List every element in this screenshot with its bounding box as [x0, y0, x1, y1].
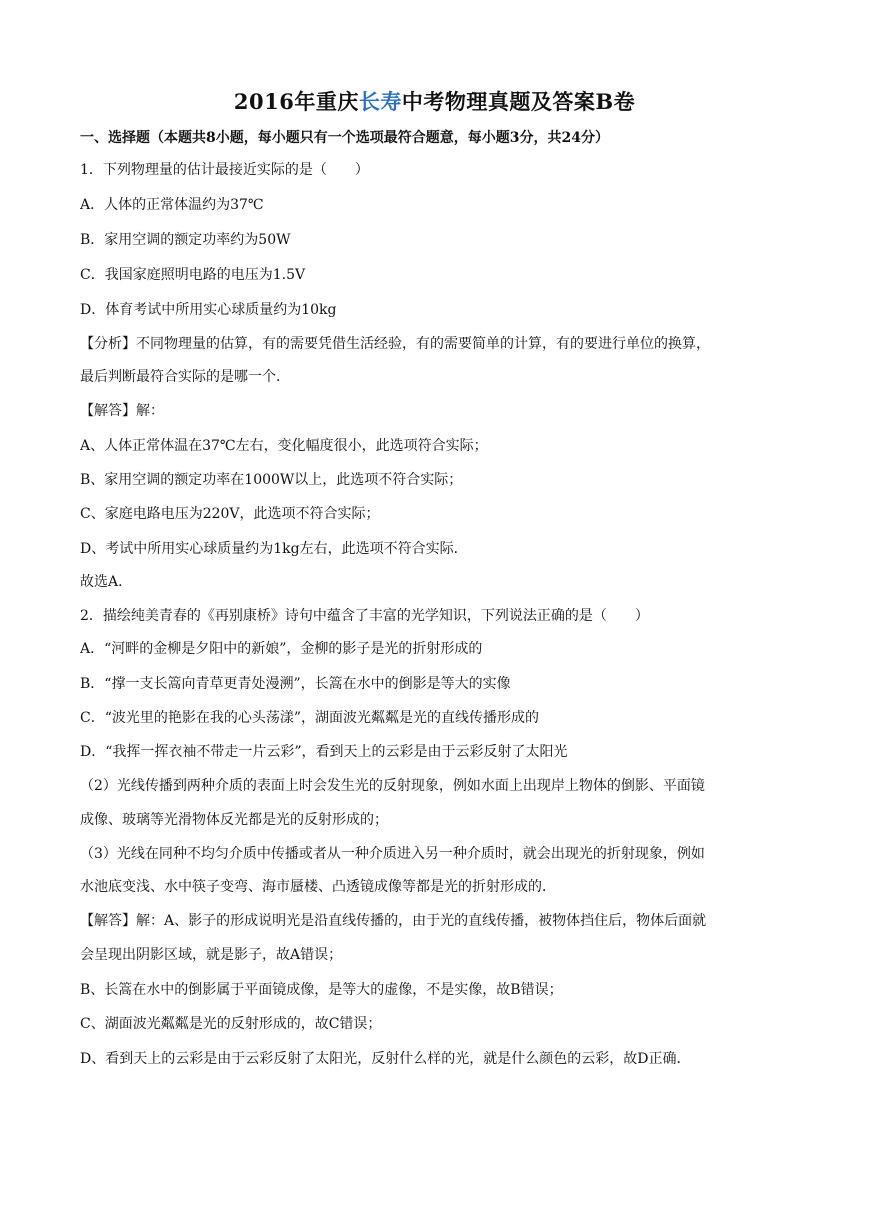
title-suffix: 中考物理真题及答案B卷	[401, 89, 636, 114]
analysis-line: （2）光线传播到两种介质的表面上时会发生光的反射现象，例如水面上出现岸上物体的倒影、平面镜	[80, 778, 705, 794]
question-2-option-b: B．“撑一支长篙向青草更青处漫溯”，长篙在水中的倒影是等大的实像	[80, 676, 511, 692]
question-2-option-d: D．“我挥一挥衣袖不带走一片云彩”，看到天上的云彩是由于云彩反射了太阳光	[80, 744, 568, 760]
section-heading: 一、选择题（本题共8小题，每小题只有一个选项最符合题意，每小题3分，共24分）	[80, 130, 609, 146]
question-2-option-a: A．“河畔的金柳是夕阳中的新娘”，金柳的影子是光的折射形成的	[80, 641, 483, 657]
question-2-stem: 2．描绘纯美青春的《再别康桥》诗句中蕴含了丰富的光学知识，下列说法正确的是（ ）	[80, 608, 649, 624]
analysis-line: 【分析】不同物理量的估算，有的需要凭借生活经验，有的需要简单的计算，有的要进行单位的换算，	[80, 336, 710, 352]
question-1-option-a: A．人体的正常体温约为37℃	[80, 197, 264, 213]
answer-line: 【解答】解：A、影子的形成说明光是沿直线传播的，由于光的直线传播，被物体挡住后，物体后面就	[80, 913, 707, 929]
analysis-line: 成像、玻璃等光滑物体反光都是光的反射形成的；	[80, 812, 388, 828]
answer-heading: 【解答】解：	[80, 403, 164, 419]
answer-line: C、湖面波光粼粼是光的反射形成的，故C错误；	[80, 1016, 382, 1032]
title-prefix: 2016年重庆	[233, 89, 359, 114]
answer-line: B、长篙在水中的倒影属于平面镜成像，是等大的虚像，不是实像，故B错误；	[80, 982, 563, 998]
answer-line: 会呈现出阴影区域，就是影子，故A错误；	[80, 947, 343, 963]
question-1-option-d: D．体育考试中所用实心球质量约为10kg	[80, 302, 337, 318]
question-2-option-c: C．“波光里的艳影在我的心头荡漾”，湖面波光粼粼是光的直线传播形成的	[80, 710, 540, 726]
analysis-line: 水池底变浅、水中筷子变弯、海市蜃楼、凸透镜成像等都是光的折射形成的．	[80, 879, 556, 895]
answer-line: A、人体正常体温在37℃左右，变化幅度很小，此选项符合实际；	[80, 438, 488, 454]
answer-conclusion: 故选A．	[80, 574, 133, 590]
question-1-option-b: B．家用空调的额定功率约为50W	[80, 232, 291, 248]
question-1-option-c: C．我国家庭照明电路的电压为1.5V	[80, 267, 306, 283]
question-1-stem: 1．下列物理量的估计最接近实际的是（ ）	[80, 162, 369, 178]
answer-line: D、看到天上的云彩是由于云彩反射了太阳光，反射什么样的光，就是什么颜色的云彩，故D正确．	[80, 1051, 691, 1067]
analysis-line: （3）光线在同种不均匀介质中传播或者从一种介质进入另一种介质时，就会出现光的折射现象，例如	[80, 846, 705, 862]
answer-line: B、家用空调的额定功率在1000W以上，此选项不符合实际；	[80, 472, 463, 488]
title-accent: 长寿	[358, 89, 402, 114]
analysis-line: 最后判断最符合实际的是哪一个．	[80, 369, 290, 385]
document-title	[0, 86, 869, 116]
answer-line: C、家庭电路电压为220V，此选项不符合实际；	[80, 506, 380, 522]
answer-line: D、考试中所用实心球质量约为1kg左右，此选项不符合实际．	[80, 541, 468, 557]
